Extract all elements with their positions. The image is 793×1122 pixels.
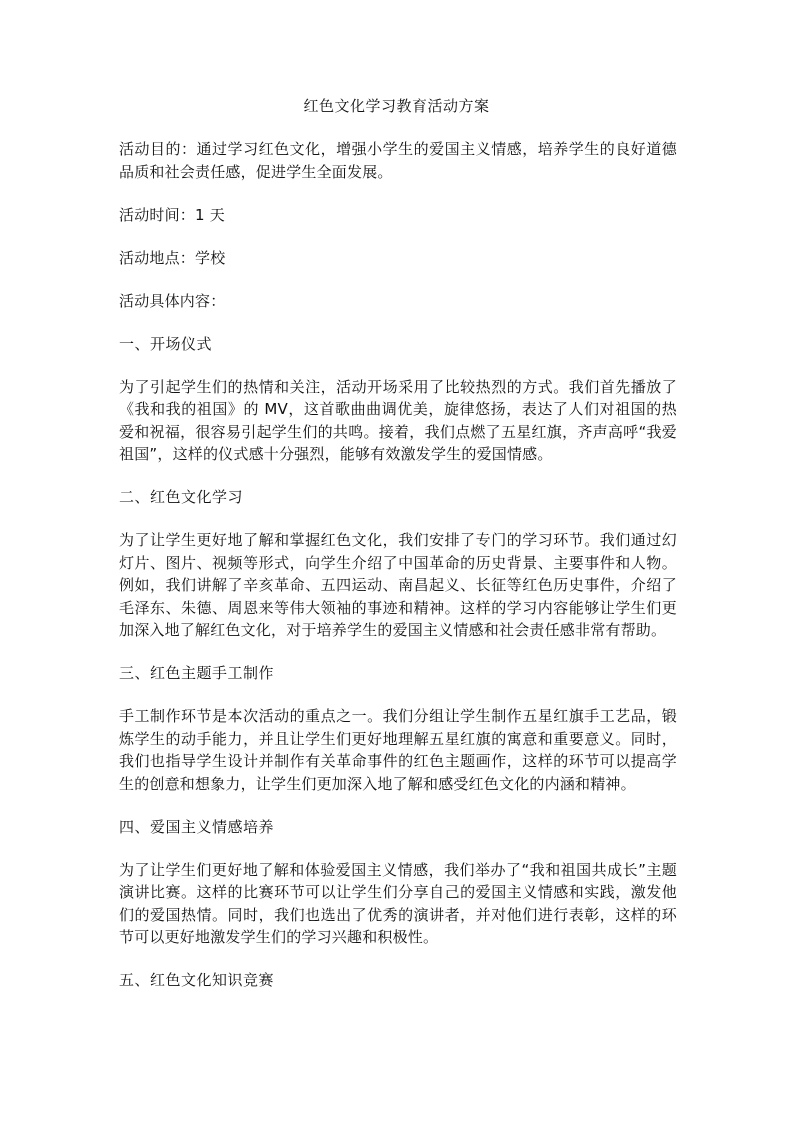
activity-time: 活动时间：1 天 [119,205,225,224]
document-title: 红色文化学习教育活动方案 [303,97,490,115]
section-heading-red-culture-study: 二、红色文化学习 [119,488,244,506]
section-body-red-culture-study: 为了让学生更好地了解和掌握红色文化，我们安排了专门的学习环节。我们通过幻灯片、图片、视频等形式，向学生介绍了中国革命的历史背景、主要事件和人物。例如，我们讲解了辛亥革命、五四运动、南昌起义、长征等红色历史事件，介绍了毛泽东、朱德、周恩来等伟大领袖的事迹和精神。这样的学习内容能够让学生们更加深入地了解红色文化，对于培养学生的爱国主义情感和社会责任感非常有帮助。 [119,531,677,639]
section-heading-knowledge-contest: 五、红色文化知识竞赛 [119,971,275,989]
activity-location: 活动地点：学校 [119,248,226,267]
activity-purpose: 活动目的：通过学习红色文化，增强小学生的爱国主义情感，培养学生的良好道德品质和社会责任感，促进学生全面发展。 [119,140,677,181]
section-body-opening-ceremony: 为了引起学生们的热情和关注，活动开场采用了比较热烈的方式。我们首先播放了《我和我的祖国》的 MV，这首歌曲曲调优美，旋律悠扬，表达了人们对祖国的热爱和祝福，很容易引起学生们的共鸣。接着，我们点燃了五星红旗，齐声高呼“我爱祖国”，这样的仪式感十分强烈，能够有效激发学生的爱国情感。 [119,377,677,463]
section-heading-opening-ceremony: 一、开场仪式 [119,334,213,353]
section-heading-handcraft: 三、红色主题手工制作 [119,664,275,682]
section-body-handcraft: 手工制作环节是本次活动的重点之一。我们分组让学生制作五星红旗手工艺品，锻炼学生的动手能力，并且让学生们更好地理解五星红旗的寓意和重要意义。同时，我们也指导学生设计并制作有关革命事件的红色主题画作，这样的环节可以提高学生的创意和想象力，让学生们更加深入地了解和感受红色文化的内涵和精神。 [119,707,677,793]
section-heading-patriotism: 四、爱国主义情感培养 [119,817,275,836]
document-body [119,138,677,1012]
activity-content-label: 活动具体内容： [119,291,226,310]
section-body-patriotism: 为了让学生们更好地了解和体验爱国主义情感，我们举办了“我和祖国共成长”主题演讲比赛。这样的比赛环节可以让学生们分享自己的爱国主义情感和实践，激发他们的爱国热情。同时，我们也选出了优秀的演讲者，并对他们进行表彰，这样的环节可以更好地激发学生们的学习兴趣和积极性。 [119,860,677,946]
